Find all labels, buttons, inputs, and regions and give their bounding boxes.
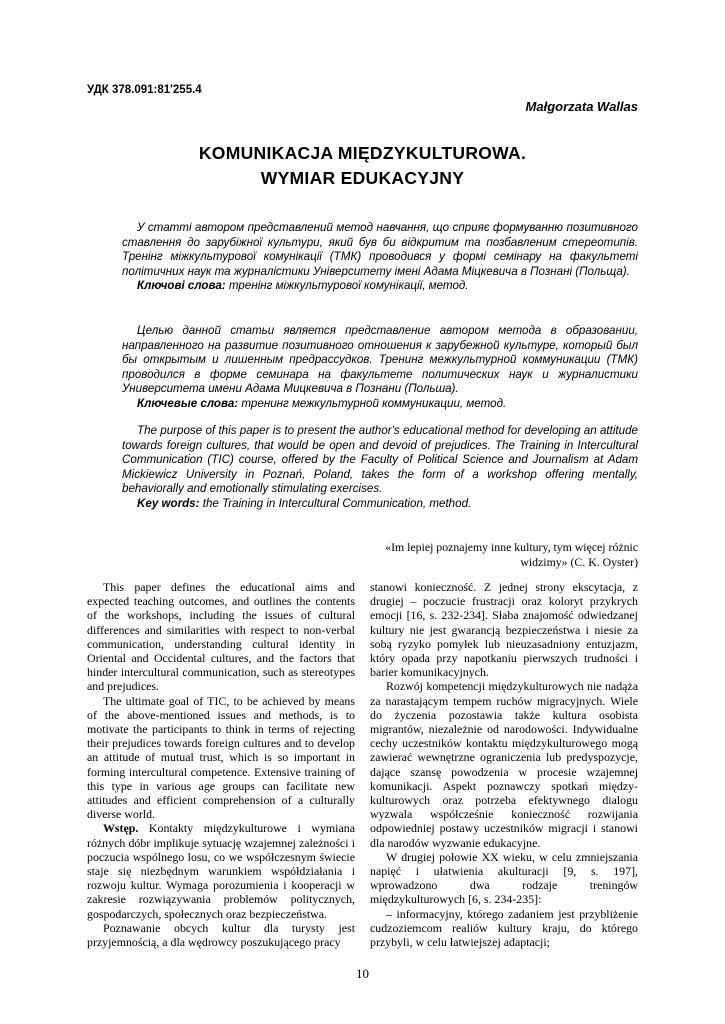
- abstract-russian-text: Целью данной статьи является представление автором метода в образовании, направленного на развитие позитивного отношения к зарубежной культуре, который был бы открытым и лишенным предрассудков. Тренинг межкультурной коммуникации (ТМК) проводился в форме семинара на факультете политических наук и журналистики Университета имени Адама Мицкевича в Познани (Польша).: [122, 324, 638, 396]
- keywords-russian: [122, 397, 638, 412]
- author-name: Małgorzata Wallas: [525, 99, 638, 114]
- abstract-russian: [122, 324, 638, 412]
- abstract-english-text: The purpose of this paper is to present the author's educational method for developing an attitude towards foreign cultures, that would be open and devoid of prejudices. The Training in Intercultural Communication (TIC) course, offered by the Faculty of Political Science and Journalism at Adam Mickiewicz University in Poznań, Poland, takes the form of a workshop offering mentally, behaviorally and emotionally stimulating exercises.: [122, 424, 638, 496]
- paragraph: The ultimate goal of TIC, to be achieved by means of the above-mentioned issues and methods, is to motivate the participants to think in terms of rejecting their prejudices towards foreign cultures and to develop an attitude of mutual trust, which is so important in forming intercultural competence. Extensive training of this type in various age groups can facilitate new attitudes and efficient comprehension of a culturally diverse world.: [87, 693, 355, 822]
- body-column-left: [87, 580, 355, 949]
- udk-code: УДК 378.091:81'255.4: [87, 84, 202, 96]
- epigraph: [378, 540, 638, 570]
- paragraph-text: Kontakty międzykulturowe i wymiana różnych dóbr implikuje sytuację wzajemnej zależności i poczucia wspólnego losu, co we współczesnym świecie staje się niezbędnym warunkiem współdziałania i rozwoju kultur. Wymaga porozumienia i kooperacji w zakresie rozwiązywania problemów politycznych, gospodarczych, społecznych oraz bezpieczeństwa.: [87, 821, 355, 921]
- article-title: [87, 141, 638, 191]
- keywords-english-value: the Training in Intercultural Communication, method.: [202, 496, 472, 510]
- keywords-english-label: Key words:: [137, 496, 200, 510]
- title-line-2: WYMIAR EDUKACYJNY: [260, 168, 465, 188]
- keywords-ukrainian: [122, 279, 638, 294]
- keywords-ukrainian-value: тренінг міжкультурової комунікації, метод.: [228, 279, 469, 293]
- keywords-russian-label: Ключевые слова:: [137, 396, 239, 410]
- epigraph-attribution: (C. K. Oyster): [570, 555, 638, 569]
- body-column-right: [370, 580, 638, 949]
- keywords-russian-value: тренинг межкультурной коммуникации, метод.: [241, 396, 507, 410]
- paragraph: [87, 821, 355, 920]
- epigraph-quote: «Im lepiej poznajemy inne kultury, tym więcej różnic widzimy»: [385, 540, 638, 569]
- abstract-ukrainian-text: У статті автором представлений метод навчання, що сприяє формуванню позитивного ставлення до зарубіжної культури, який був би відкритим та позбавленим стереотипів. Тренінг міжкультурової комунікації (ТМК) проводився у формі семінару на факультеті політичних наук та журналістики Університету імені Адама Міцкевича в Познані (Польща).: [122, 221, 638, 278]
- paragraph: W drugiej połowie XX wieku, w celu zmniejszania napięć i ułatwienia akulturacji [9, s. 197], wprowadzono dwa rodzaje treningów międzykulturowych [6, s. 234-235]:: [370, 849, 638, 907]
- paragraph: stanowi konieczność. Z jednej strony ekscytacja, z drugiej – poczucie frustracji oraz koloryt przykrych emocji [16, s. 232-234]. Słaba znajomość odwiedzanej kultury nie jest gwarancją bezpieczeństwa i niesie za sobą ryzyko pomyłek lub nieuzasadniony entuzjazm, który opada przy napotkaniu pierwszych trudności i barier komunikacyjnych.: [370, 580, 638, 680]
- section-heading-intro: Wstęp.: [103, 821, 139, 836]
- keywords-ukrainian-label: Ключові слова:: [137, 279, 226, 293]
- paragraph: Poznawanie obcych kultur dla turysty jest przyjemnością, a dla wędrowcy poszukującego pracy: [87, 920, 355, 950]
- title-line-1: KOMUNIKACJA MIĘDZYKULTUROWA.: [198, 143, 527, 163]
- page-number: 10: [356, 966, 369, 981]
- list-item: – informacyjny, którego zadaniem jest przybliżenie cudzoziemcom realiów kultury kraju, do którego przybyli, w celu łatwiejszej adaptacji;: [370, 906, 638, 950]
- abstract-ukrainian: [122, 221, 638, 294]
- paragraph: This paper defines the educational aims and expected teaching outcomes, and outlines the contents of the workshops, including the issues of cultural differences and similarities with respect to non-verbal communication, understanding cultural identity in Oriental and Occidental cultures, and the factors that hinder intercultural communication, such as stereotypes and prejudices.: [87, 580, 355, 694]
- abstract-english: [122, 424, 638, 512]
- keywords-english: [122, 497, 638, 512]
- paragraph: Rozwój kompetencji międzykulturowych nie nadąża za narastającym tempem ruchów migracyjnych. Wiele do życzenia pozostawia także kultura osobista migrantów, niezależnie od narodowości. Indywidualne cechy uczestników kontaktu międzykulturowego mogą zawierać wewnętrzne ograniczenia lub predyspozycje, dające szansę powodzenia w procesie wzajemnej komunikacji. Aspekt poznawczy spotkań między-kulturowych oraz potrzeba efektywnego dialogu wyzwala współcześnie konieczność rozwijania odpowiedniej postawy uczestników migracji i stanowi dla narodów wyzwanie edukacyjne.: [370, 679, 638, 850]
